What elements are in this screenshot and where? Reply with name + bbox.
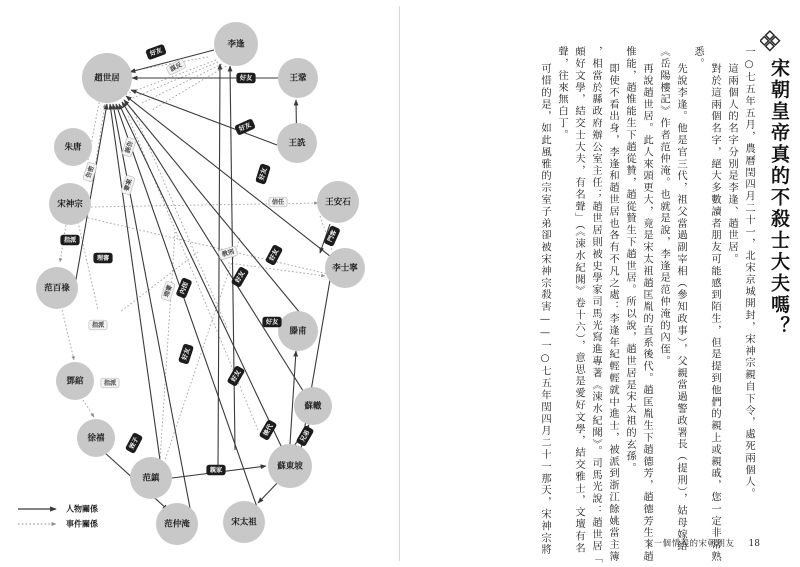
edge-label-badge (324, 226, 340, 247)
edge-label-badge (94, 253, 112, 263)
badge-label: 審案 (123, 178, 134, 193)
badge-label: 好友 (149, 46, 164, 58)
text-column: 悉。 (692, 46, 704, 70)
page-footer (645, 537, 760, 549)
diagram-node (294, 387, 332, 425)
badge-label: 後代 (262, 423, 275, 438)
badge-label: 內侄 (178, 281, 190, 296)
text-column: ，相當於縣政府辦公室主任；趙世居則被史學家司馬光寫進專著《涑水紀聞》。司馬光說：趙世居「 (590, 46, 602, 565)
badge-label: 指派 (63, 236, 77, 244)
text-column: 聲，往來無白丁。 (556, 46, 568, 142)
text-column: 即使不看出身，李逢和趙世居也各有不凡之處：李逢年紀輕輕就中進士，被派到浙江餘姚當主簿 (607, 63, 619, 563)
badge-label: 謀反 (169, 61, 184, 74)
diagram-node (82, 53, 132, 103)
node-label: 蘇東坡 (277, 461, 303, 472)
text-column: 《岳陽樓記》作者范仲淹。也就是說，李逢是范仲淹的內侄。 (658, 46, 670, 368)
badge-label: 好友 (230, 369, 243, 384)
edge-label-badge (263, 317, 281, 327)
diagram-nodes (36, 22, 365, 545)
edge-label-badge (176, 278, 192, 298)
diagram-node (317, 181, 359, 223)
node-label: 范仲淹 (164, 519, 190, 530)
badge-label: 指派 (91, 321, 105, 329)
badge-label: 姪子 (128, 436, 141, 451)
relationship-network-diagram (0, 0, 399, 567)
badge-label: 指派 (103, 379, 117, 387)
legend-person-label: 人物關係 (66, 504, 98, 514)
edge-label-badge (207, 465, 225, 475)
text-column: 先說李逢。他是官三代，祖父當過副宰相（參知政事），父親當過警政署長（提刑），姑母嫁給 (675, 63, 687, 553)
diagram-canvas (0, 0, 399, 567)
badge-label: 好友 (234, 270, 247, 285)
diagram-legend (18, 504, 99, 529)
badge-label: 門客 (326, 229, 339, 244)
page-title: 宋朝皇帝真的不殺士大夫嗎？ (768, 58, 790, 338)
diagram-node (223, 501, 265, 543)
node-label: 李逢 (227, 39, 245, 50)
badge-label: 好友 (239, 74, 253, 82)
diagram-node (277, 123, 317, 163)
diagram-node (268, 444, 312, 488)
badge-label: 理審 (96, 254, 110, 262)
badge-label: 教刑 (221, 248, 236, 259)
node-label: 宋太祖 (231, 517, 257, 528)
node-label: 蘇轍 (304, 401, 322, 412)
text-column: 頗好文學，結交士大夫，有名聲」（《涑水紀聞》卷十六），意思是愛好文學，結交雅士，文壇有名 (573, 46, 585, 555)
diagram-node (130, 457, 172, 499)
badge-label: 好友 (181, 347, 192, 362)
diagram-node (77, 419, 115, 457)
edge-label-badge (218, 246, 238, 260)
text-column: 一○七五年五月，農曆閏四月二十一，北宋京城開封，宋神宗親自下令，處死兩個人。 (743, 46, 755, 500)
diagram-node (214, 22, 258, 66)
edge-label-badge (166, 58, 187, 75)
diagram-node (278, 58, 318, 98)
edge-label-badge (122, 137, 137, 157)
footer-page-number: 18 (748, 539, 760, 549)
badge-label: 告密 (85, 165, 96, 180)
text-column: 對於這兩個名字，絕大多數讀者朋友可能感到陌生，但是提到他們的親上或親戚，您一定非常熟 (709, 63, 721, 563)
badge-label: 好友 (268, 248, 281, 263)
badge-label: 好友 (265, 318, 279, 326)
node-label: 徐禧 (87, 433, 105, 444)
node-label: 朱唐 (64, 142, 82, 153)
badge-label: 好友 (238, 121, 253, 134)
text-column: 可惜的是，如此風雅的宗室子弟卻被宋神宗殺害——一○七五年閏四月二十一那天，宋神宗將 (539, 63, 551, 556)
node-label: 范百祿 (44, 283, 70, 294)
edge-label-badge (83, 162, 98, 182)
node-label: 鄧綰 (66, 376, 84, 387)
diagram-node (54, 128, 92, 166)
node-label: 王詵 (288, 138, 306, 149)
edge-label-badge (235, 119, 256, 135)
badge-label: 好友 (258, 167, 269, 182)
legend-event-label: 事件關係 (66, 519, 98, 529)
node-label: 滕甫 (289, 326, 307, 337)
edge-label-badge (161, 281, 176, 301)
edge-label-badge (227, 366, 244, 387)
diagram-node (36, 267, 78, 309)
diagram-node (49, 183, 91, 225)
badge-label: 兄弟 (299, 429, 312, 444)
edge-label-badge (101, 378, 119, 388)
diagram-node (325, 248, 365, 288)
diagram-node (156, 503, 198, 545)
node-label: 趙世居 (94, 73, 120, 84)
badge-label: 信任 (271, 198, 285, 206)
node-label: 宋神宗 (57, 199, 83, 210)
edge-label-badge (256, 164, 271, 184)
edge-label-badge (179, 344, 194, 364)
edge-label-badge (296, 426, 313, 447)
edge-label-badge (61, 235, 79, 245)
edge-label-badge (231, 267, 248, 288)
footer-book-title: 交一個情義的宋朝朋友 (644, 539, 735, 549)
diamond-ornament-icon (760, 30, 782, 52)
node-label: 王鞏 (289, 73, 307, 84)
text-column: 惟能，趙惟能生下趙從贊，趙從贊生下趙世居。所以說，趙世居是宋太祖的玄孫。 (624, 46, 636, 475)
node-label: 范鎮 (142, 473, 160, 484)
diagram-node (278, 311, 318, 351)
badge-label: 理審 (163, 284, 174, 299)
node-label: 李士寧 (332, 263, 358, 274)
badge-label: 親家 (209, 466, 223, 474)
edge-label-badge (259, 420, 276, 441)
edge-label-badge (121, 175, 136, 195)
node-label: 王安石 (325, 197, 351, 208)
edge-label-badge (265, 245, 282, 266)
edge-label-badge (237, 73, 255, 83)
text-column: 這兩個人的名字分別是李逢、趙世居。 (726, 63, 738, 266)
badge-label: 誣告 (124, 140, 135, 155)
text-column: 再說趙世居。此人來頭更大，竟是宋太祖趙匡胤的直系後代。趙匡胤生下趙德芳，趙德芳生下趙 (641, 63, 653, 563)
edge-label-badge (89, 320, 107, 330)
edge-label-badge (125, 433, 142, 454)
article-page (400, 0, 800, 567)
edge-label-badge (269, 197, 287, 207)
edge-label-badge (146, 44, 166, 59)
diagram-node (56, 362, 94, 400)
